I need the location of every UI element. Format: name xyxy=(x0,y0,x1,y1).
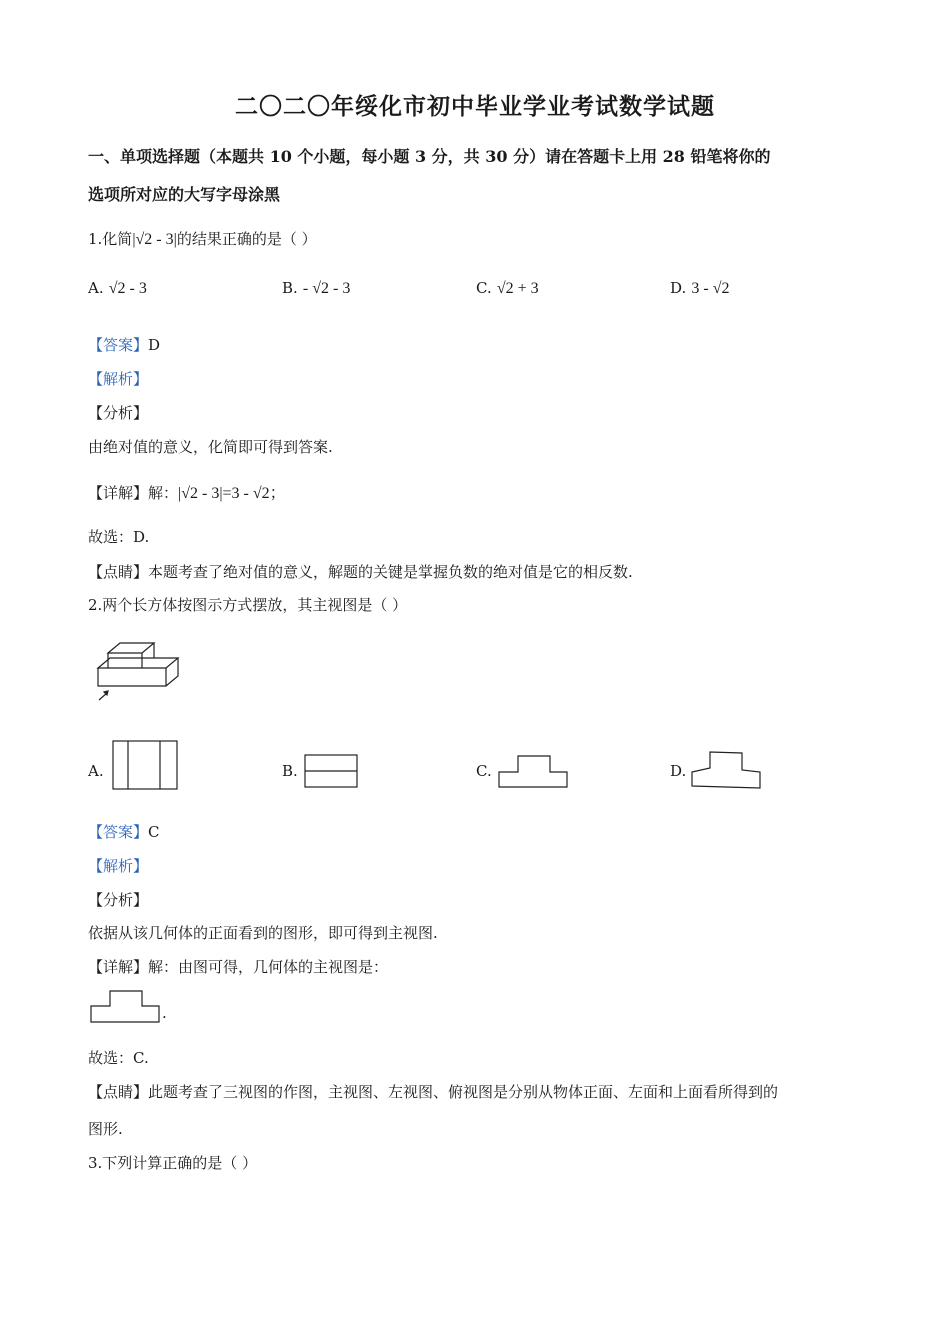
q2-option-d-figure xyxy=(690,750,764,790)
q2-front-view-figure xyxy=(90,990,162,1024)
q2-option-a-figure xyxy=(112,740,180,790)
q2-solid-figure xyxy=(96,638,186,704)
q1-option-c: C. √2 + 3 xyxy=(476,279,539,297)
section-heading-line2: 选项所对应的大写字母涂黑 xyxy=(88,185,281,204)
q2-answer: 【答案】C xyxy=(88,823,160,841)
q2-stem: 2.两个长方体按图示方式摆放，其主视图是（ ） xyxy=(88,596,408,614)
q3-stem: 3.下列计算正确的是（ ） xyxy=(88,1154,258,1172)
q1-stem xyxy=(88,228,317,249)
q2-answer-value: C xyxy=(148,823,160,841)
q1-answer: 【答案】D xyxy=(88,336,161,354)
q1-answer-value: D xyxy=(148,336,161,354)
q1-option-d-expr: 3 - √2 xyxy=(691,280,730,297)
q1-analysis-tag: 【解析】 xyxy=(88,370,149,388)
q2-option-b-figure xyxy=(304,754,360,790)
q2-comment-line2: 图形. xyxy=(88,1120,123,1138)
q1-choose: 故选：D. xyxy=(88,528,150,546)
page-title: 二〇二〇年绥化市初中毕业学业考试数学试题 xyxy=(235,93,715,120)
q1-stem-tail: 的结果正确的是（ ） xyxy=(176,230,317,248)
q2-detail-period: . xyxy=(162,1004,167,1022)
section-heading-line1: 一、单项选择题（本题共 10 个小题，每小题 3 分，共 30 分）请在答题卡上用 28 铅笔将你的 xyxy=(88,147,771,166)
q1-option-b: B. - √2 - 3 xyxy=(282,279,351,297)
q1-option-d: D. 3 - √2 xyxy=(670,279,730,297)
q1-fenxi-tag: 【分析】 xyxy=(88,404,149,422)
q1-detail: 【详解】解：|√2 - 3|=3 - √2； xyxy=(88,484,286,502)
q1-comment: 【点睛】本题考查了绝对值的意义，解题的关键是掌握负数的绝对值是它的相反数. xyxy=(88,563,633,581)
q2-option-c-label: C. xyxy=(476,762,492,780)
q2-fenxi-tag: 【分析】 xyxy=(88,891,149,909)
q2-detail: 【详解】解：由图可得，几何体的主视图是： xyxy=(88,958,389,976)
q1-option-a-expr: √2 - 3 xyxy=(108,280,147,297)
q2-analysis-tag: 【解析】 xyxy=(88,857,149,875)
q1-expression: |√2 - 3| xyxy=(132,231,177,248)
q1-option-c-expr: √2 + 3 xyxy=(496,280,539,297)
q1-number: 1.化简 xyxy=(88,230,133,248)
q2-fenxi-text: 依据从该几何体的正面看到的图形，即可得到主视图. xyxy=(88,924,438,942)
q1-option-b-expr: - √2 - 3 xyxy=(302,280,351,297)
q1-option-a: A. √2 - 3 xyxy=(88,279,147,297)
q2-option-d-label: D. xyxy=(670,762,687,780)
q2-option-a-label: A. xyxy=(88,762,104,780)
q2-choose: 故选：C. xyxy=(88,1049,149,1067)
q2-comment-line1: 【点睛】此题考查了三视图的作图，主视图、左视图、俯视图是分别从物体正面、左面和上面看所得到的 xyxy=(88,1083,779,1101)
q2-option-c-figure xyxy=(498,754,570,790)
q1-fenxi-text: 由绝对值的意义，化简即可得到答案. xyxy=(88,438,333,456)
q2-option-b-label: B. xyxy=(282,762,298,780)
q1-detail-expr: |√2 - 3|=3 - √2； xyxy=(178,485,286,502)
